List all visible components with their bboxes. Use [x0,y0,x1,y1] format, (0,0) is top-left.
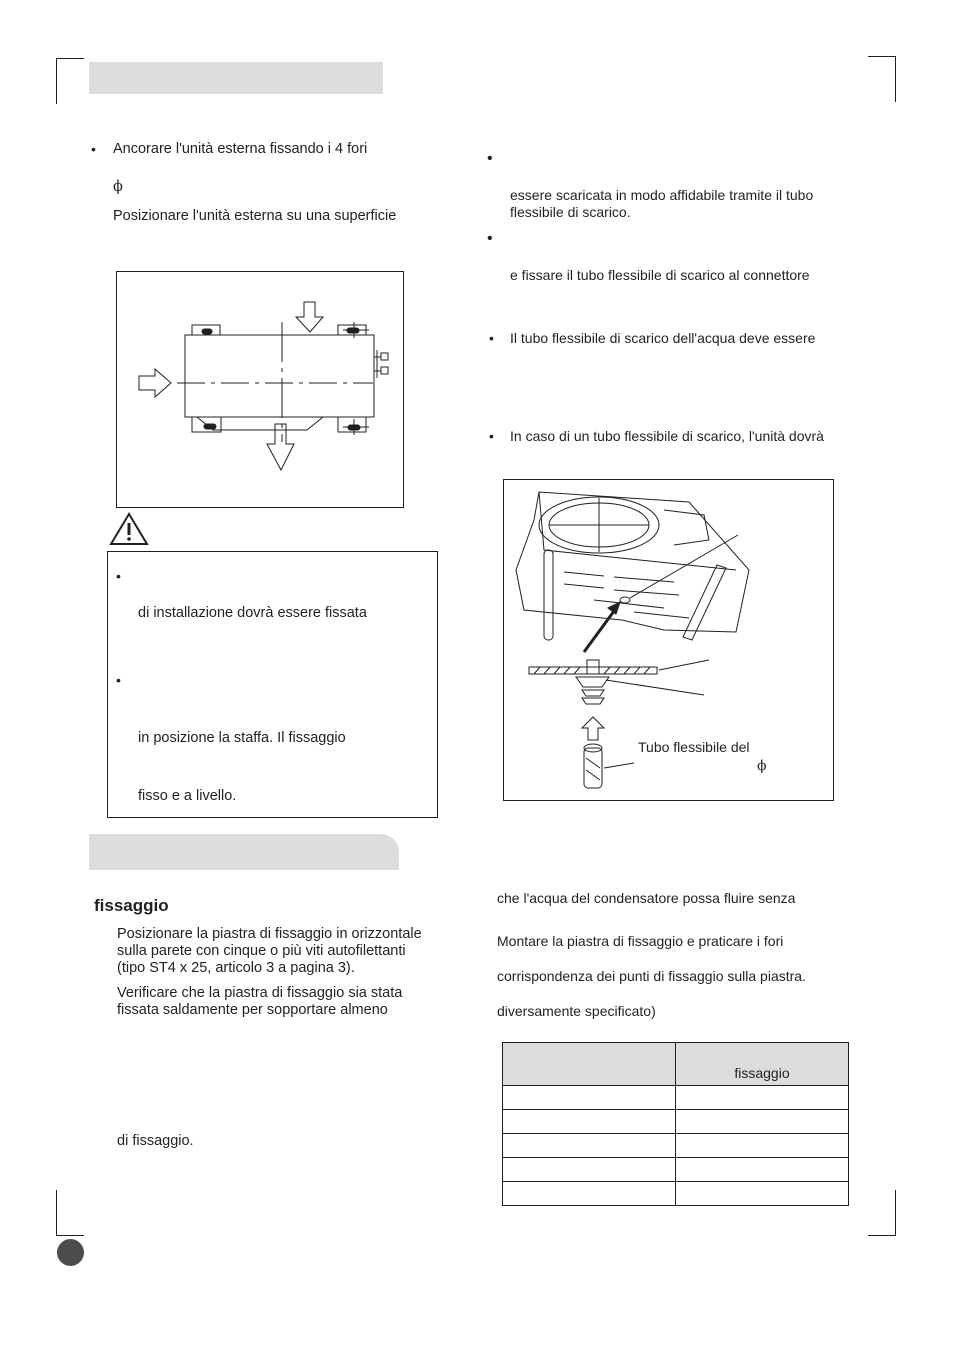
bullet: • [487,230,493,247]
table-cell [503,1158,676,1182]
drain-text: flessibile di scarico. [510,204,631,220]
table-cell [503,1134,676,1158]
page-number-badge [57,1239,84,1266]
phi-symbol: ϕ [757,758,767,774]
caution-text: fisso e a livello. [138,788,237,804]
drain-text: e fissare il tubo flessibile di scarico al connettore [510,267,810,283]
crop-mark [895,1190,896,1236]
paragraph-line: fissata saldamente per sopportare almeno [117,1002,388,1018]
table-row [503,1110,849,1134]
table-header-label: fissaggio [734,1065,790,1081]
paragraph-line: (tipo ST4 x 25, articolo 3 a pagina 3). [117,960,355,976]
mounting-table [502,1042,849,1206]
outdoor-unit-diagram [116,271,404,508]
table-cell [676,1086,849,1110]
table-cell [676,1110,849,1134]
crop-mark [895,56,896,102]
crop-mark [56,58,57,104]
caution-bullet: • [116,568,121,584]
phi-symbol: ϕ [113,179,123,195]
bullet: • [489,428,494,444]
bullet: • [487,150,493,167]
body-line: Montare la piastra di fissaggio e praticare i fori [497,933,784,949]
table-row [503,1158,849,1182]
paragraph-line: sulla parete con cinque o più viti autofilettanti [117,943,406,959]
drain-text: In caso di un tubo flessibile di scarico, l'unità dovrà [510,428,824,444]
table-row [503,1086,849,1110]
table-header-cell [676,1043,849,1086]
caution-text: di installazione dovrà essere fissata [138,605,367,621]
drain-hose-figure [503,479,834,801]
drain-text: Il tubo flessibile di scarico dell'acqua deve essere [510,330,816,346]
table-cell [503,1110,676,1134]
table-cell [676,1158,849,1182]
drain-text: essere scaricata in modo affidabile tramite il tubo [510,187,814,203]
bullet: • [91,141,96,157]
crop-mark [56,1235,84,1236]
section-header-band [89,834,399,870]
table-header-row [503,1043,849,1086]
table-cell [503,1182,676,1206]
paragraph-line: di fissaggio. [117,1133,194,1149]
table-header-cell [503,1043,676,1086]
section-header-band [89,62,383,94]
body-line: corrispondenza dei punti di fissaggio sulla piastra. [497,968,806,984]
hose-label: Tubo flessibile del [638,739,750,755]
position-instruction: Posizionare l'unità esterna su una superficie [113,208,397,224]
crop-mark [868,1235,896,1236]
warning-icon [109,512,149,546]
paragraph-line: Posizionare la piastra di fissaggio in orizzontale [117,926,422,942]
table-cell [676,1182,849,1206]
outdoor-unit-drawing [117,272,403,507]
body-line: che l'acqua del condensatore possa fluire senza [497,890,796,906]
section-subheading: fissaggio [94,896,169,915]
anchor-instruction: Ancorare l'unità esterna fissando i 4 fori [113,141,368,157]
paragraph-line: Verificare che la piastra di fissaggio sia stata [117,985,403,1001]
caution-bullet: • [116,672,121,688]
table-cell [503,1086,676,1110]
bullet: • [489,330,494,346]
body-line: diversamente specificato) [497,1003,656,1019]
caution-text: in posizione la staffa. Il fissaggio [138,730,346,746]
crop-mark [868,56,896,57]
table-row [503,1182,849,1206]
crop-mark [56,58,84,59]
table-row [503,1134,849,1158]
caution-box [107,551,438,818]
crop-mark [56,1190,57,1236]
table-cell [676,1134,849,1158]
